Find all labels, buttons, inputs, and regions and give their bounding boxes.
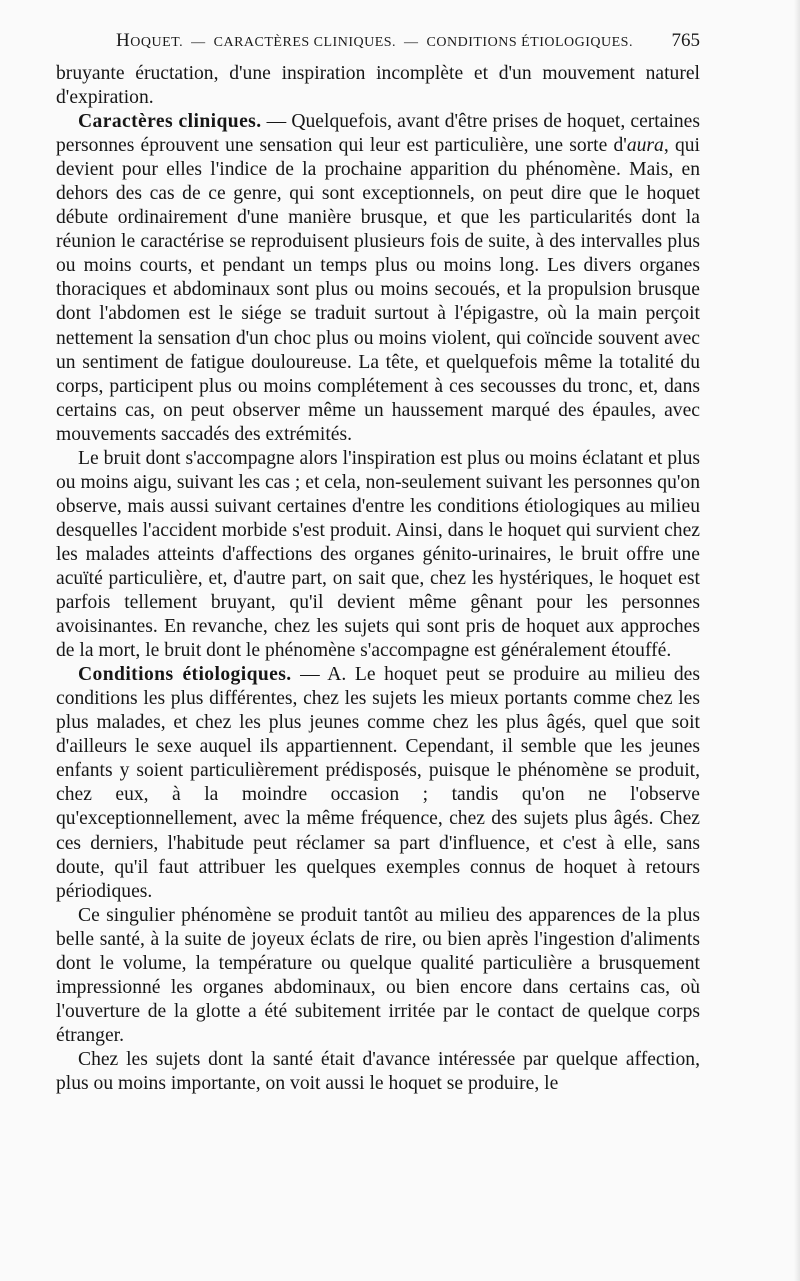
page-number: 765 [671,30,700,51]
header-section-clinical: CARACTÈRES CLINIQUES. [213,35,397,50]
title-rest: OQUET. [130,35,184,50]
running-header [116,30,700,56]
body-text [56,62,700,1096]
paragraph-circumstances: Ce singulier phénomène se produit tantôt au milieu des apparences de la plus belle santé, à la suite de joyeux éclats de rire, ou bien après l'ingestion d'aliments dont le volume, la température ou quelque qualité particulière a brusquement impressionné les organes abdominaux, ou bien encore dans certains cas, où l'ouverture de la glotte a été subitement irritée par le contact de quelque corps étranger. [56,904,700,1046]
italic-term: aura [626,135,664,157]
paragraph-clinical [56,110,700,447]
paragraph-affections: Chez les sujets dont la santé était d'avance intéressée par quelque affection, plus ou moins importante, on voit aussi le hoquet se produire, le [56,1048,700,1094]
header-dash: — [191,35,206,50]
page-edge-shadow [794,0,800,1281]
section-heading-etiological: Conditions étiologiques. [78,664,292,686]
title-initial: H [116,30,131,51]
section-heading-clinical: Caractères cliniques. [78,111,262,133]
header-dash: — [404,35,419,50]
paragraph-noise: Le bruit dont s'accompagne alors l'inspiration est plus ou moins éclatant et plus ou moins aigu, suivant les cas ; et cela, non-seulement suivant les personnes qu'on observe, mais aussi suivant certaines d'entre les conditions étiologiques au milieu desquelles l'accident morbide s'est produit. Ainsi, dans le hoquet qui survient chez les malades atteints d'affections des organes génito-urinaires, le bruit offre une acuïté particulière, et, d'autre part, on sait que, chez les hystériques, le hoquet est parfois tellement bruyant, qu'il devient même gênant pour les personnes avoisinantes. En revanche, chez les sujets qui sont pris de hoquet aux approches de la mort, le bruit dont le phénomène s'accompagne est généralement étouffé. [56,447,701,662]
header-section-etiological: CONDITIONS ÉTIOLOGIQUES. [426,35,633,50]
paragraph-continuation: bruyante éructation, d'une inspiration incomplète et d'un mouvement naturel d'expiration. [56,63,700,109]
paragraph-text: — Quelquefois, avant d'être prises de hoquet, certaines personnes éprouvent une sensation qui leur est particulière, une sorte d' [56,111,700,157]
paragraph-text: , qui devient pour elles l'indice de la prochaine apparition du phénomène. Mais, en dehors des cas de ce genre, qui sont exceptionnels, on peut dire que le hoquet débute ordinairement d'une manière brusque, et que les particularités dont la réunion le caractérise se reproduisent plusieurs fois de suite, à des intervalles plus ou moins courts, et pendant un temps plus ou moins long. Les divers organes thoraciques et abdominaux sont plus ou moins secoués, et la propulsion brusque dont l'abdomen est le siége se traduit surtout à l'épigastre, où la main perçoit nettement la sensation d'un choc plus ou moins violent, qui coïncide souvent avec un sentiment de fatigue douloureuse. La tête, et quelquefois même la totalité du corps, participent plus ou moins complétement à ces secousses du tronc, et, dans certains cas, on peut observer même un haussement marqué des épaules, avec mouvements saccadés des extrémités. [56,135,700,445]
paragraph-etiological [56,663,700,903]
running-title [116,30,633,52]
paragraph-text: — A. Le hoquet peut se produire au milieu des conditions les plus différentes, chez les sujets les mieux portants comme chez les plus malades, et chez les plus jeunes comme chez les plus âgés, quel que soit d'ailleurs le sexe auquel ils appartiennent. Cependant, il semble que les jeunes enfants y soient particulièrement prédisposés, puisque le phénomène se produit, chez eux, à la moindre occasion ; tandis qu'on ne l'observe qu'exceptionnellement, avec la même fréquence, chez des sujets plus âgés. Chez ces derniers, l'habitude peut réclamer sa part d'influence, et c'est à elle, sans doute, qu'il faut attribuer les quelques exemples connus de hoquet à retours périodiques. [56,664,700,902]
